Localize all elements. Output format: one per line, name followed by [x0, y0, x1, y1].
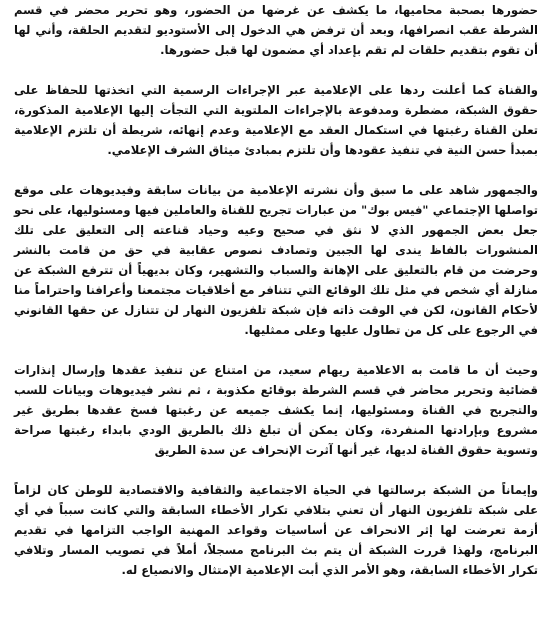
paragraph-4: وحيث أن ما قامت به الاعلامية ريهام سعيد، من امتناع عن تنفيذ عقدها وإرسال إنذارات قضائية وتحرير محاضر في قسم الشرطة بوقائع مكذوبة ، ثم نشر فيديوهات وبيانات للسب والتجريح في القناة ومسئوليها، إنما يكشف جميعه عن رغبتها فسخ عقدها بطريق غير مشروع وبإرادتها المنفردة، وكان يمكن أن تبلغ ذلك بالطريق الودي بابداء رغبتها صراحة وتسوية حقوق القناة لديها، غير أنها آثرت الإنحراف عن سدة الطريق	[14, 363, 538, 457]
paragraph-3: والجمهور شاهد على ما سبق وأن نشرته الإعلامية من بيانات سابقة وفيديوهات على موقع تواصلها الإجتماعي "فيس بوك" من عبارات تجريح للقناة والعاملين فيها ومسئوليها، على نحو جعل بعض الجمهور الذي لا نثق في صحيح وعيه وحياد قناعته إلى التعليق على تلك المنشورات بالفاظ يندى لها الجبين وتصادف نصوص عقابية في حق من قامت بالنشر وحرضت من قام بالتعليق على الإهانة والسباب والتشهير، وكان بديهياً أن تترفع الشبكة عن منازلة أي شخص في مثل تلك الوقائع التي تتنافر مع أخلاقيات مجتمعنا وأعرافنا واحتراماً منا لأحكام القانون، لكن في الوقت ذاته فإن شبكة تلفزيون النهار لن تتنازل عن حقها القانوني في الرجوع على كل من تطاول عليها وعلى ممثليها.	[14, 183, 538, 337]
paragraph-1: حضورها بصحبة محاميها، ما يكشف عن غرضها من الحضور، وهو تحرير محضر في قسم الشرطة عقب انصرافها، وبعد أن ترفض هي الدخول إلى الأستوديو لتقديم الحلقة، وأني لها أن تقوم بتقديم حلقات لم تقم بإعداد أي مضمون لها قبل حضورها.	[14, 3, 538, 57]
paragraph-2: والقناة كما أعلنت ردها على الإعلامية عبر الإجراءات الرسمية التي اتخذتها للحفاظ على حقوق الشبكة، مضطرة ومدفوعة بالإجراءات الملتوية التي التجأت إليها الإعلامية المذكورة، تعلن القناة رغبتها في استكمال العقد مع الإعلامية وعدم إنهائه، شريطة أن تلتزم الإعلامية بمبدأ حسن النية في تنفيذ عقودها وأن تلتزم بمبادئ ميثاق الشرف الإعلامي.	[14, 83, 538, 157]
paragraph-5: وإيماناً من الشبكة برسالتها في الحياة الاجتماعية والثقافية والاقتصادية للوطن كان لزاماً على شبكة تلفزيون النهار أن تعني بتلافي تكرار الأخطاء السابقة والتي كانت سبباً في أي أزمة تعرضت لها إثر الانحراف عن أساسيات وقواعد المهنية الواجب التزامها في تقديم البرنامج، ولهذا قررت الشبكة أن يتم بث البرنامج مسجلاً، أملاً في تصويب المسار وتلافي تكرار الأخطاء السابقة، وهو الأمر الذي أبت الإعلامية الإمتثال والانصياع له.	[14, 483, 538, 577]
